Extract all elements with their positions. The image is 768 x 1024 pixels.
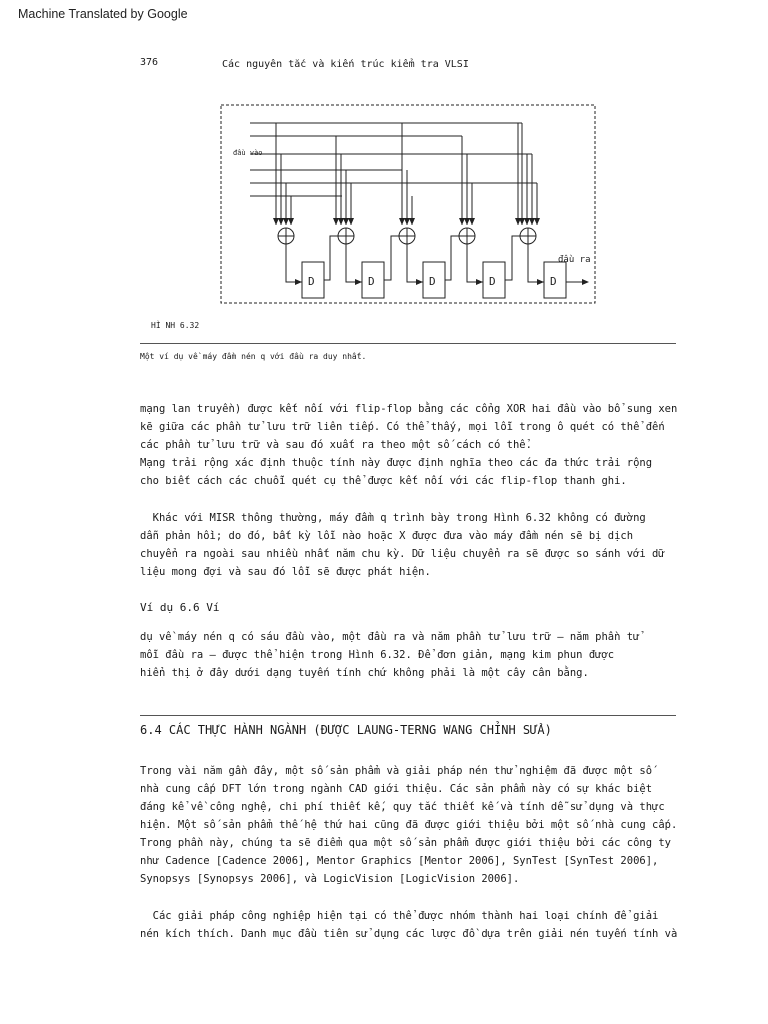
compactor-diagram [0,0,768,320]
text-line: dẫn phản hồi; do đó, bất kỳ lỗi nào hoặc X được đưa vào máy đầm nén sẽ bị dịch [140,530,634,542]
flip-flop-2-label: D [368,275,375,288]
xor-gate-1 [278,228,294,244]
example-title: Ví dụ 6.6 Ví [140,601,220,614]
text-line: Synopsys [Synopsys 2006], và LogicVision [LogicVision 2006]. [140,873,520,885]
text-line: mỗi đầu ra — được thể hiện trong Hình 6.32. Để đơn giản, mạng kim phun được [140,649,615,661]
figure-number: HÌ NH 6.32 [151,321,200,330]
paragraph-2 [140,509,680,581]
paragraph-4 [140,762,680,888]
flip-flop-5-label: D [550,275,557,288]
running-title: Các nguyên tắc và kiến trúc kiểm tra VLSI [222,59,469,70]
paragraph-3 [140,628,680,682]
text-line: cho biết cách các chuỗi quét cụ thể được kết nối với các flip-flop thanh ghi. [140,475,627,487]
translation-banner: Machine Translated by Google [18,7,188,21]
text-line: hiện. Một số sản phẩm thế hệ thứ hai cũng đã được giới thiệu bởi một số nhà cung cấp. [140,819,678,831]
text-line: Trong vài năm gần đây, một số sản phẩm và giải pháp nén thử nghiệm đã được một số [140,765,653,777]
page-number: 376 [140,57,159,68]
text-line: hiển thị ở đây dưới dạng tuyến tính chứ không phải là một cây cân bằng. [140,667,589,679]
text-line: Khác với MISR thông thường, máy đầm q trình bày trong Hình 6.32 không có đường [140,512,646,524]
output-label: đầu ra [558,255,591,265]
text-line: Mạng trải rộng xác định thuộc tính này được định nghĩa theo các đa thức trải rộng [140,457,653,469]
paragraph-5 [140,907,680,943]
text-line: liệu mong đợi và sau đó lỗi sẽ được phát hiện. [140,566,431,578]
text-line: đáng kể về công nghệ, chi phí thiết kế, quy tắc thiết kế và tính dễ sử dụng và thực [140,801,665,813]
text-line: Trong phần này, chúng ta sẽ điểm qua một số sản phẩm được giới thiệu bởi các công ty [140,837,672,849]
text-line: như Cadence [Cadence 2006], Mentor Graphics [Mentor 2006], SynTest [SynTest 2006], [140,855,659,867]
xor-gate-4 [459,228,475,244]
figure-caption: Một ví dụ về máy đầm nén q với đầu ra duy nhất. [140,352,367,361]
figure-rule [140,343,676,344]
paragraph-1 [140,400,680,490]
text-line: dụ về máy nén q có sáu đầu vào, một đầu ra và năm phần tử lưu trữ — năm phần tử [140,631,640,643]
text-line: các phần tử lưu trữ và sau đó xuất ra theo một số cách có thể. [140,439,532,451]
xor-gate-3 [399,228,415,244]
input-label: đầu vào [233,149,263,157]
flip-flop-3-label: D [429,275,436,288]
text-line: mạng lan truyền) được kết nối với flip-flop bằng các cổng XOR hai đầu vào bổ sung xen [140,403,678,415]
flip-flop-1-label: D [308,275,315,288]
xor-gate-2 [338,228,354,244]
diagram-boundary [221,105,595,303]
text-line: kẽ giữa các phần tử lưu trữ liên tiếp. Có thể thấy, mọi lỗi trong ô quét có thể đến [140,421,665,433]
flip-flop-4-label: D [489,275,496,288]
text-line: nhà cung cấp DFT lớn trong ngành CAD giới thiệu. Các sản phẩm này có sự khác biệt [140,783,653,795]
text-line: Các giải pháp công nghiệp hiện tại có thể được nhóm thành hai loại chính để giải [140,910,659,922]
text-line: nén kích thích. Danh mục đầu tiên sử dụng các lược đồ dựa trên giải nén tuyến tính và [140,928,678,940]
xor-gate-5 [520,228,536,244]
section-rule [140,715,676,716]
section-heading: 6.4 CÁC THỰC HÀNH NGÀNH (ĐƯỢC LAUNG-TERNG WANG CHỈNH SỬA) [140,723,552,737]
text-line: chuyển ra ngoài sau nhiều nhất năm chu kỳ. Dữ liệu chuyển ra sẽ được so sánh với dữ [140,548,665,560]
